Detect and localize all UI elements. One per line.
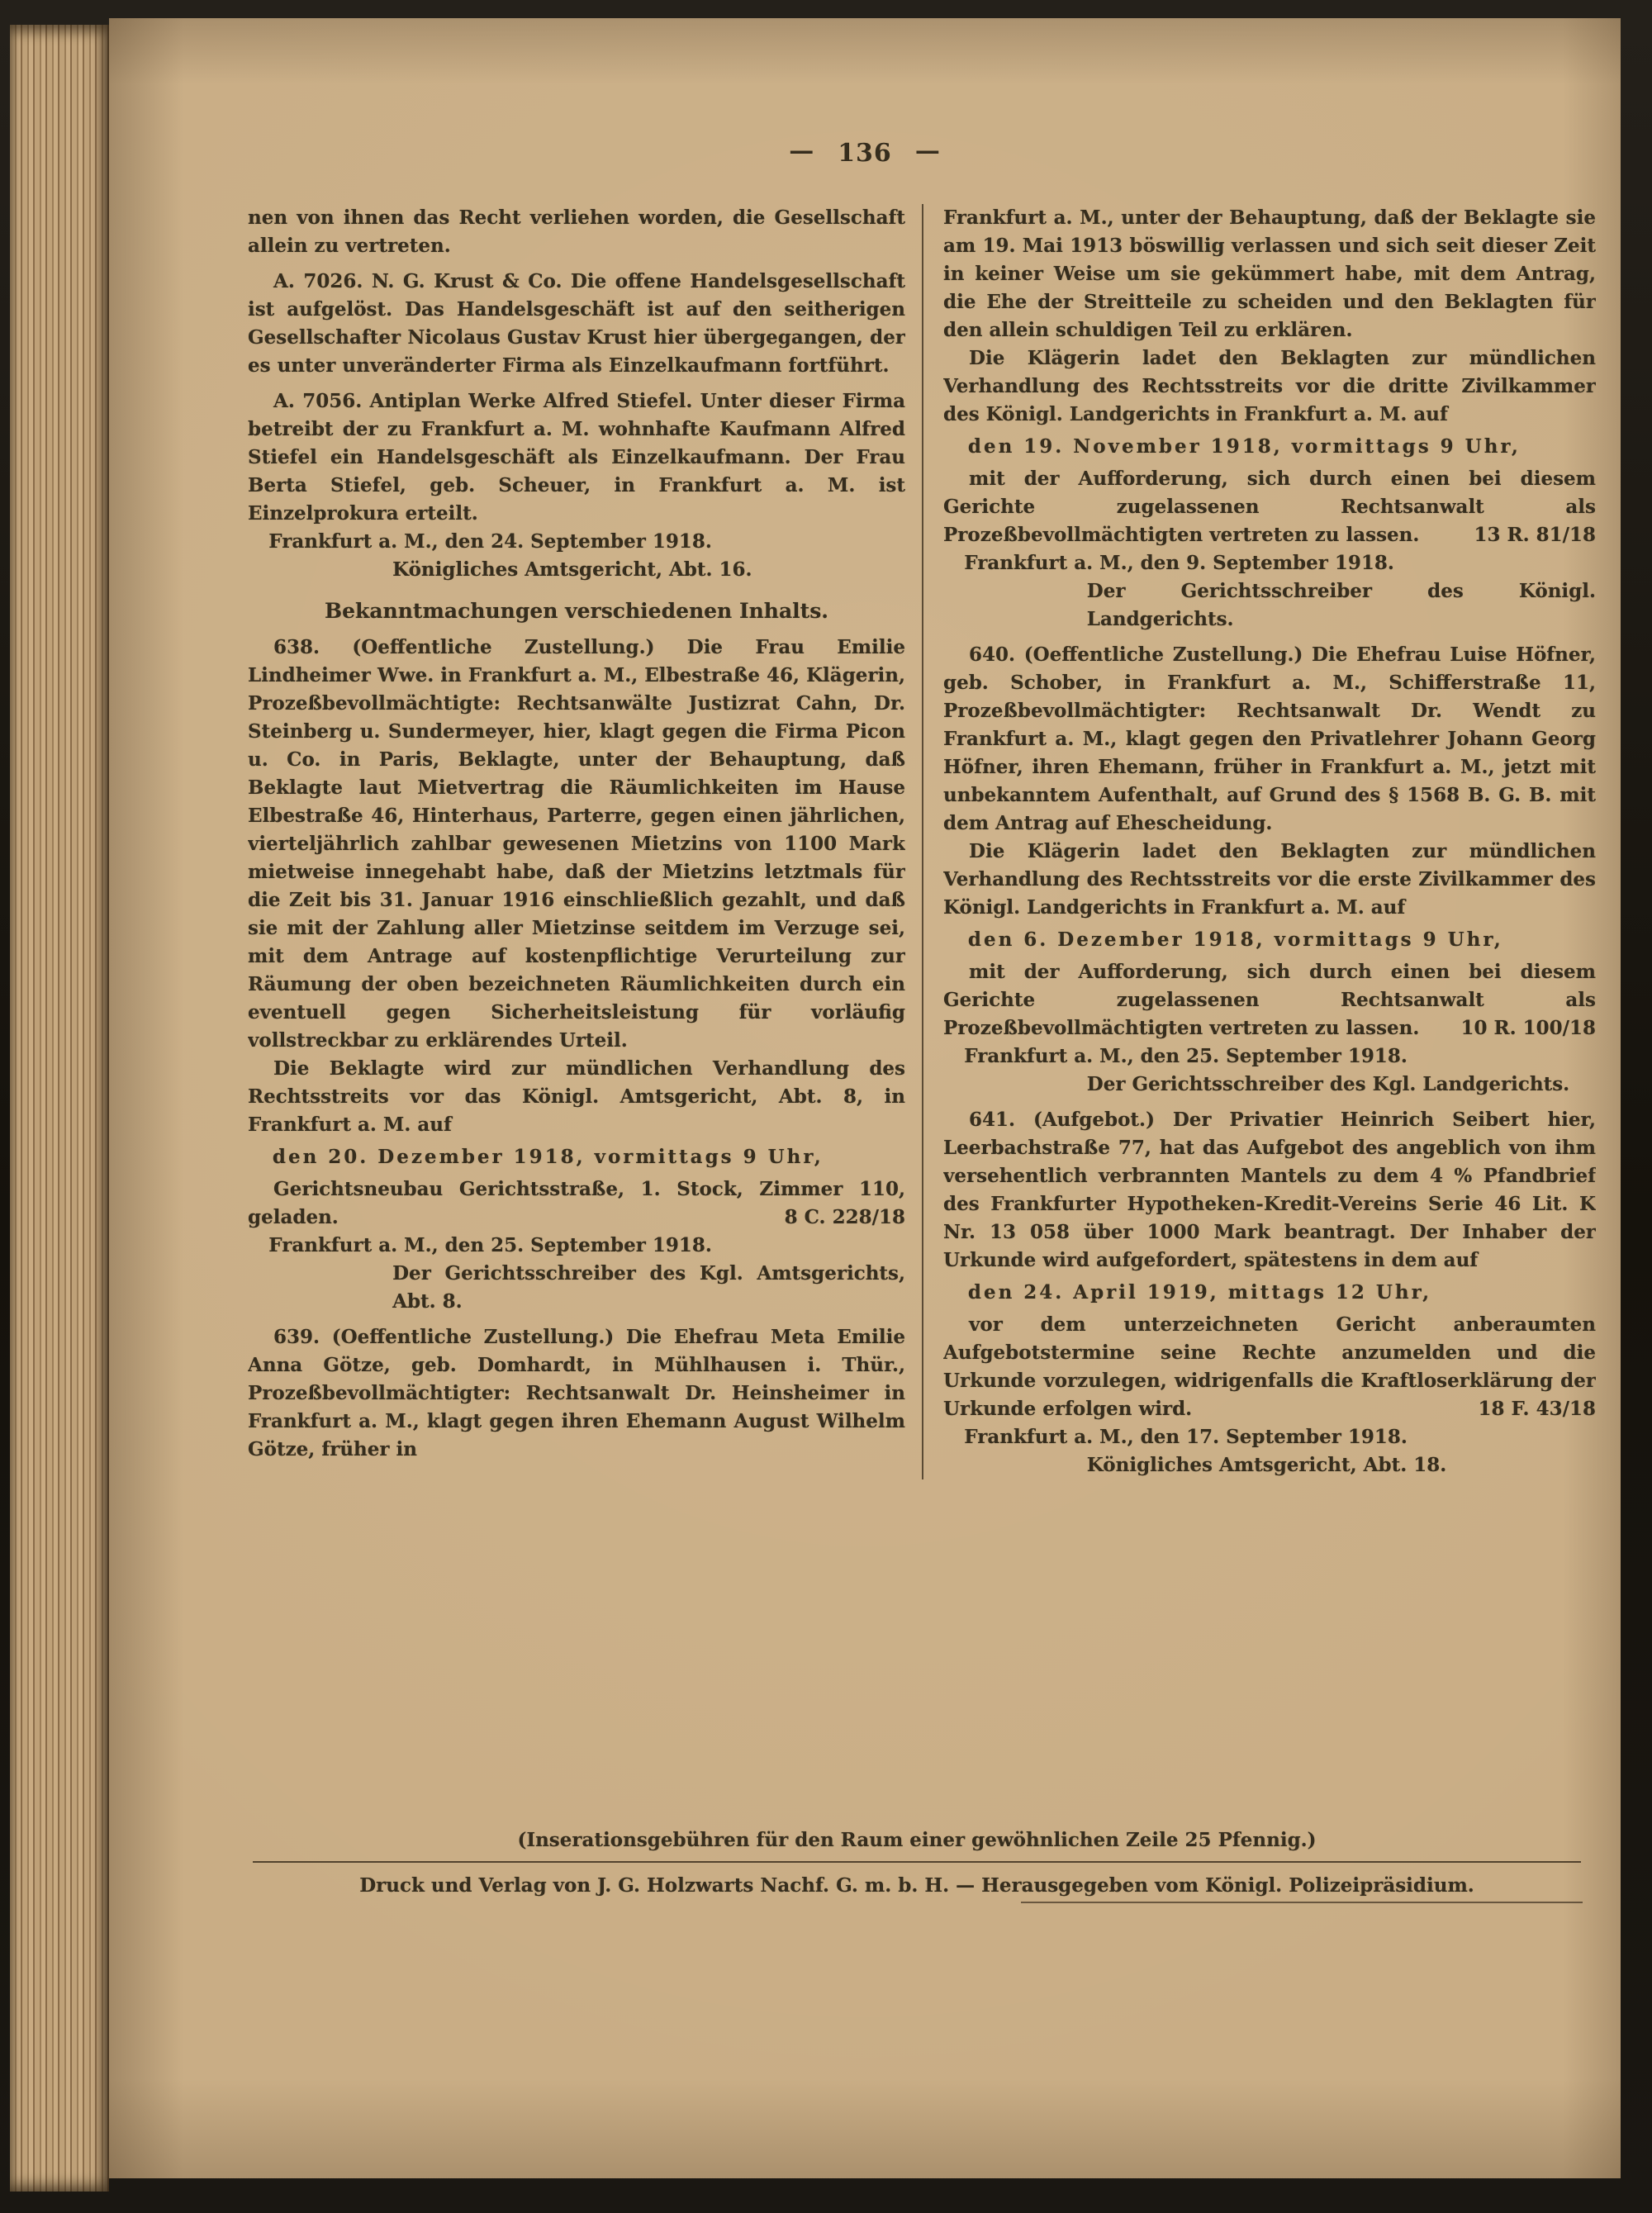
signature-place-date: Frankfurt a. M., den 25. September 1918.: [268, 1234, 712, 1256]
entry-638: 638. (Oeffentliche Zustellung.) Die Frau Emilie Lindheimer Wwe. in Frankfurt a. M., Elbestraße 46, Klägerin, Prozeßbevollmächtigte: Rechtsanwälte Justizrat Cahn, Dr. Steinberg u. Sundermeyer, hier, klagt gegen die Firma Picon u. Co. in Paris, Beklagte, unter der Behauptung, daß Beklagte laut Mietvertrag die Räumlichkeiten im Hause Elbestraße 46, Hinterhaus, Parterre, gegen einen jährlichen, vierteljährlich zahlbar gewesenen Mietzins von 1100 Mark mietweise innegehabt habe, daß der Mietzins letztmals für die Zeit bis 31. Januar 1916 einschließlich gezahlt, und daß sie mit der Zahlung aller Mietzinse seitdem im Verzuge sei, mit dem Antrage auf kostenpflichtige Verurteilung zur Räumung der oben bezeichneten Räumlichkeiten durch ein eventuell gegen Sicherheitsleistung für vorläufig vollstreckbar zu erklärendes Urteil.: [248, 636, 905, 1052]
imprint-underline: [1021, 1902, 1583, 1903]
book-page-stack-edge: [10, 25, 109, 2192]
section-heading: Bekanntmachungen verschiedenen Inhalts.: [324, 599, 829, 623]
signature-place-date: Frankfurt a. M., den 25. September 1918.: [964, 1045, 1408, 1067]
left-column: [248, 204, 922, 1479]
entry-639: 639. (Oeffentliche Zustellung.) Die Ehefrau Meta Emilie Anna Götze, geb. Domhardt, in Mühlhausen i. Thür., Prozeßbevollmächtigter: Rechtsanwalt Dr. Heinsheimer in Frankfurt a. M., klagt gegen ihren Ehemann August Wilhelm Götze, früher in: [248, 1326, 905, 1460]
entry-a7056: A. 7056. Antiplan Werke Alfred Stiefel. Unter dieser Firma betreibt der zu Frankfurt a. M. wohnhafte Kaufmann Alfred Stiefel ein Handelsgeschäft als Einzelkaufmann. Der Frau Berta Stiefel, geb. Scheuer, in Frankfurt a. M. ist Einzelprokura erteilt.: [248, 390, 905, 525]
paper-page: [109, 18, 1621, 2178]
entry-641-closing-text: vor dem unterzeichneten Gericht anberaumten Aufgebotstermine seine Rechte anzumelden und die Urkunde vorzulegen, widrigenfalls die Kraftloserklärung der Urkunde erfolgen wird.: [943, 1313, 1596, 1420]
entry-639-closing-text: mit der Aufforderung, sich durch einen bei diesem Gerichte zugelassenen Rechtsanwalt als Prozeßbevollmächtigten vertreten zu lassen.: [943, 468, 1596, 546]
signature-court: Königliches Amtsgericht, Abt. 16.: [392, 558, 752, 581]
entry-638-closing-text: Gerichtsneubau Gerichtsstraße, 1. Stock, Zimmer 110, geladen.: [248, 1178, 905, 1228]
text-columns: [248, 204, 1596, 1479]
signature-clerk: Der Gerichtsschreiber des Kgl. Amtsgerichts, Abt. 8.: [392, 1262, 905, 1313]
entry-640-dateline: den 6. Dezember 1918, vormittags 9 Uhr,: [967, 928, 1503, 951]
signature-place-date: Frankfurt a. M., den 9. September 1918.: [964, 552, 1394, 574]
continuation-paragraph: nen von ihnen das Recht verliehen worden, die Gesellschaft allein zu vertreten.: [248, 207, 905, 257]
signature-place-date: Frankfurt a. M., den 17. September 1918.: [964, 1426, 1408, 1448]
entry-640-summons: Die Klägerin ladet den Beklagten zur mündlichen Verhandlung des Rechtsstreits vor die erste Zivilkammer des Königl. Landgerichts in Frankfurt a. M. auf: [943, 840, 1596, 919]
signature-clerk: Der Gerichtsschreiber des Kgl. Landgerichts.: [1086, 1073, 1570, 1095]
entry-638-closing: [248, 1175, 905, 1232]
entry-638-summons: Die Beklagte wird zur mündlichen Verhandlung des Rechtsstreits vor das Königl. Amtsgericht, Abt. 8, in Frankfurt a. M. auf: [248, 1057, 905, 1136]
entry-640-closing: [943, 958, 1596, 1042]
imprint-line: Druck und Verlag von J. G. Holzwarts Nachf. G. m. b. H. — Herausgegeben vom Königl. Polizeipräsidium.: [359, 1874, 1474, 1897]
entry-639-dateline: den 19. November 1918, vormittags 9 Uhr,: [967, 435, 1521, 458]
case-reference: 10 R. 100/18: [1460, 1017, 1596, 1039]
entry-641-dateline: den 24. April 1919, mittags 12 Uhr,: [967, 1281, 1432, 1304]
entry-640: 640. (Oeffentliche Zustellung.) Die Ehefrau Luise Höfner, geb. Schober, in Frankfurt a. M., Schifferstraße 11, Prozeßbevollmächtigter: Rechtsanwalt Dr. Wendt zu Frankfurt a. M., klagt gegen den Privatlehrer Johann Georg Höfner, ihren Ehemann, früher in Frankfurt a. M., jetzt mit unbekanntem Aufenthalt, auf Grund des § 1568 B. G. B. mit dem Antrag auf Ehescheidung.: [943, 643, 1596, 834]
signature-place-date: Frankfurt a. M., den 24. September 1918.: [268, 530, 712, 553]
entry-638-dateline: den 20. Dezember 1918, vormittags 9 Uhr,: [272, 1146, 824, 1168]
footer-rule: [253, 1861, 1581, 1863]
page-number-dash-right: —: [914, 136, 941, 165]
signature-court: Königliches Amtsgericht, Abt. 18.: [1086, 1454, 1447, 1476]
insertion-fee-notice: (Inserationsgebühren für den Raum einer gewöhnlichen Zeile 25 Pfennig.): [517, 1829, 1317, 1851]
signature-clerk: Der Gerichtsschreiber des Königl. Landgerichts.: [1086, 580, 1596, 630]
page-number-row: [109, 18, 1621, 168]
entry-641-closing: [943, 1311, 1596, 1423]
case-reference: 13 R. 81/18: [1474, 524, 1596, 546]
entry-639-closing: [943, 465, 1596, 549]
entry-a7026: A. 7026. N. G. Krust & Co. Die offene Handelsgesellschaft ist aufgelöst. Das Handelsgeschäft ist auf den seitherigen Gesellschafter Nicolaus Gustav Krust hier übergegangen, der es unter unveränderter Firma als Einzelkaufmann fortführt.: [248, 270, 905, 377]
entry-641: 641. (Aufgebot.) Der Privatier Heinrich Seibert hier, Leerbachstraße 77, hat das Aufgebot des angeblich von ihm versehentlich verbrannten Mantels zu dem 4 % Pfandbrief des Frankfurter Hypotheken-Kredit-Vereins Serie 46 Lit. K Nr. 13 058 über 1000 Mark beantragt. Der Inhaber der Urkunde wird aufgefordert, spätestens in dem auf: [943, 1109, 1596, 1271]
page-number: 136: [838, 139, 892, 168]
entry-640-closing-text: mit der Aufforderung, sich durch einen bei diesem Gerichte zugelassenen Rechtsanwalt als Prozeßbevollmächtigten vertreten zu lassen.: [943, 961, 1596, 1039]
page-number-dash-left: —: [789, 136, 815, 165]
right-column: [922, 204, 1596, 1479]
page-footer: [248, 1829, 1586, 1903]
entry-639-continuation: Frankfurt a. M., unter der Behauptung, daß der Beklagte sie am 19. Mai 1913 böswillig verlassen und sich seit dieser Zeit in keiner Weise um sie gekümmert habe, mit dem Antrag, die Ehe der Streitteile zu scheiden und den Beklagten für den allein schuldigen Teil zu erklären.: [943, 207, 1596, 341]
entry-639-summons: Die Klägerin ladet den Beklagten zur mündlichen Verhandlung des Rechtsstreits vor die dritte Zivilkammer des Königl. Landgerichts in Frankfurt a. M. auf: [943, 347, 1596, 425]
case-reference: 18 F. 43/18: [1478, 1398, 1596, 1420]
case-reference: 8 C. 228/18: [784, 1206, 905, 1228]
